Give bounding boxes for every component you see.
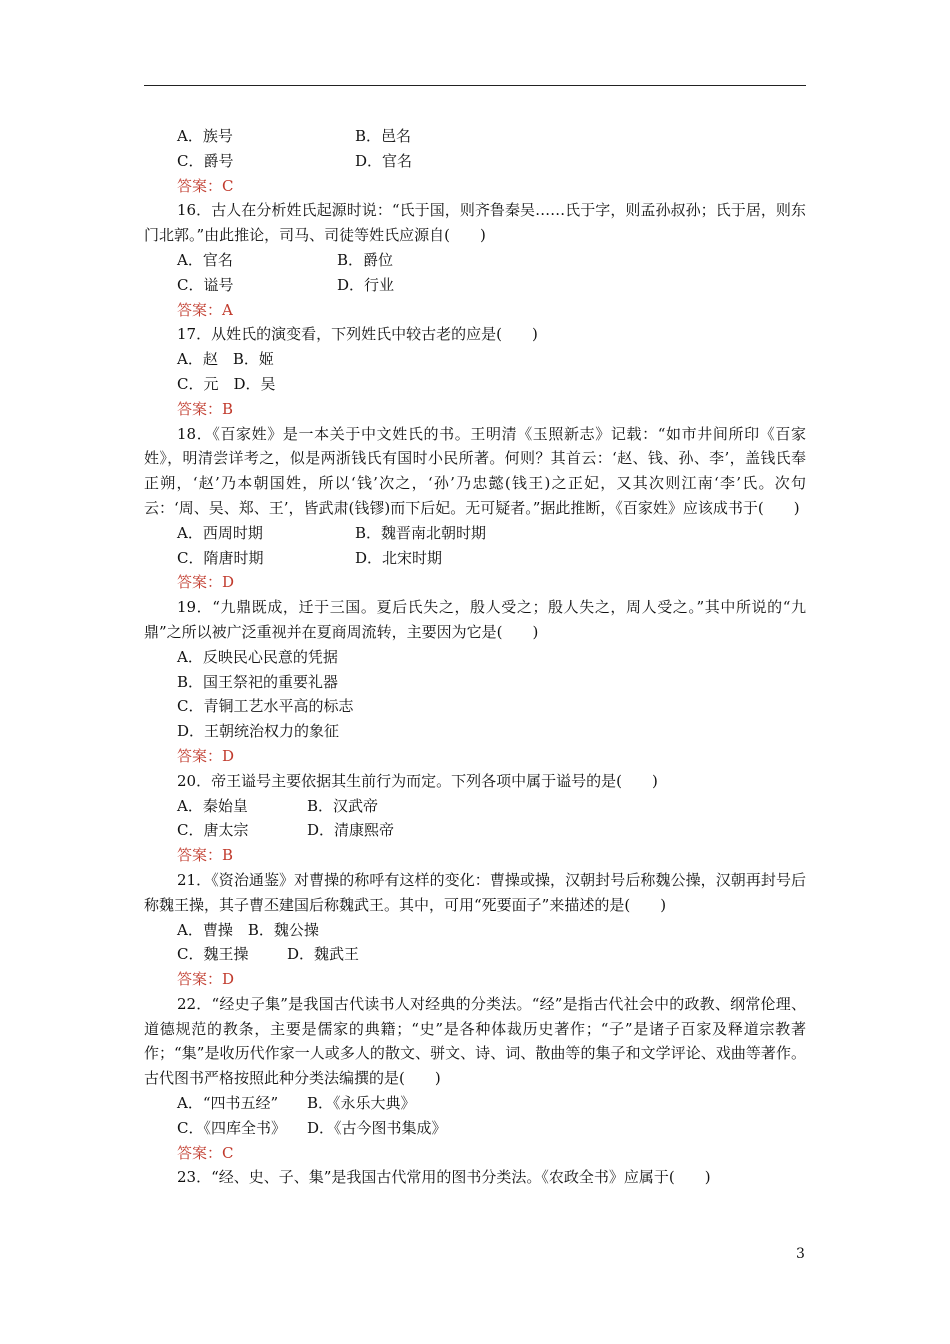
q20-stem: 20．帝王谥号主要依据其生前行为而定。下列各项中属于谥号的是( ) <box>177 771 658 790</box>
q22-stem: 22．“经史子集”是我国古代读书人对经典的分类法。“经”是指古代社会中的政教、纲常伦理、道德规范的教条，主要是儒家的典籍；“史”是各种体裁历史著作；“子”是诸子百家及释道宗教著作；“集”是收历代作家一人或多人的散文、骈文、诗、词、散曲等的集子和文学评论、戏曲等著作。古代图书严格按照此种分类法编撰的是( ) <box>144 994 806 1088</box>
q18-options-row2: C．隋唐时期 D．北宋时期 <box>177 548 443 567</box>
page-number: 3 <box>796 1246 805 1262</box>
q20-options-row2: C．唐太宗 D．清康熙帝 <box>177 821 395 840</box>
q15-answer: 答案：C <box>177 176 234 195</box>
q19-stem: 19．“九鼎既成，迁于三国。夏后氏失之，殷人受之；殷人失之，周人受之。”其中所说的“九鼎”之所以被广泛重视并在夏商周流转，主要因为它是( ) <box>144 598 806 641</box>
q23-stem: 23．“经、史、子、集”是我国古代常用的图书分类法。《农政全书》应属于( ) <box>177 1168 711 1187</box>
q22-answer: 答案：C <box>177 1143 234 1162</box>
q21-answer: 答案：D <box>177 970 235 989</box>
q18-answer: 答案：D <box>177 573 235 592</box>
q19-option-a: A．反映民心民意的凭据 <box>177 647 338 666</box>
q22-options-row1: A．“四书五经” B．《永乐大典》 <box>177 1094 416 1113</box>
q21-options-row2: C．魏王操 D．魏武王 <box>177 945 360 964</box>
q17-options-row2: C．元 D．吴 <box>177 374 276 393</box>
question-list <box>144 124 806 1190</box>
q21-stem: 21．《资治通鉴》对曹操的称呼有这样的变化：曹操或操，汉朝封号后称魏公操，汉朝再封号后称魏王操，其子曹丕建国后称魏武王。其中，可用“死要面子”来描述的是( ) <box>144 870 806 914</box>
q17-options-row1: A．赵 B．姬 <box>177 350 274 369</box>
q22-options-row2: C．《四库全书》 D．《古今图书集成》 <box>177 1118 447 1137</box>
header-rule <box>144 85 806 86</box>
q21-options-row1: A．曹操 B．魏公操 <box>177 920 319 939</box>
q19-option-d: D．王朝统治权力的象征 <box>177 722 340 741</box>
q20-options-row1: A．秦始皇 B．汉武帝 <box>177 796 379 815</box>
q16-options-row2: C．谥号 D．行业 <box>177 275 395 294</box>
q18-stem: 18．《百家姓》是一本关于中文姓氏的书。王明清《玉照新志》记载：“如市井间所印《百家姓》，明清尝详考之，似是两浙钱氏有国时小民所著。何则？其首云：‘赵、钱、孙、李’，盖钱氏奉正朔，‘赵’乃本朝国姓，所以‘钱’次之，‘孙’乃忠懿(钱王)之正妃，又其次则江南‘李’氏。次句云：‘周、吴、郑、王’，皆武肃(钱镠)而下后妃。无可疑者。”据此推断，《百家姓》应该成书于( ) <box>144 424 806 517</box>
q19-answer: 答案：D <box>177 746 235 765</box>
q16-answer: 答案：A <box>177 300 233 319</box>
q20-answer: 答案：B <box>177 846 234 865</box>
q18-options-row1: A．西周时期 B．魏晋南北朝时期 <box>177 523 487 542</box>
q19-option-c: C．青铜工艺水平高的标志 <box>177 697 354 716</box>
q15-options-row1: A．族号 B．邑名 <box>177 127 412 145</box>
q17-stem: 17．从姓氏的演变看，下列姓氏中较古老的应是( ) <box>177 325 538 344</box>
q15-options-row2: C．爵号 D．官名 <box>177 151 413 170</box>
q16-options-row1: A．官名 B．爵位 <box>177 250 394 269</box>
q19-option-b: B．国王祭祀的重要礼器 <box>177 672 339 691</box>
q16-stem: 16．古人在分析姓氏起源时说：“氏于国，则齐鲁秦吴……氏于字，则孟孙叔孙；氏于居，则东门北郭。”由此推论，司马、司徒等姓氏应源自( ) <box>144 201 806 245</box>
q17-answer: 答案：B <box>177 399 234 418</box>
